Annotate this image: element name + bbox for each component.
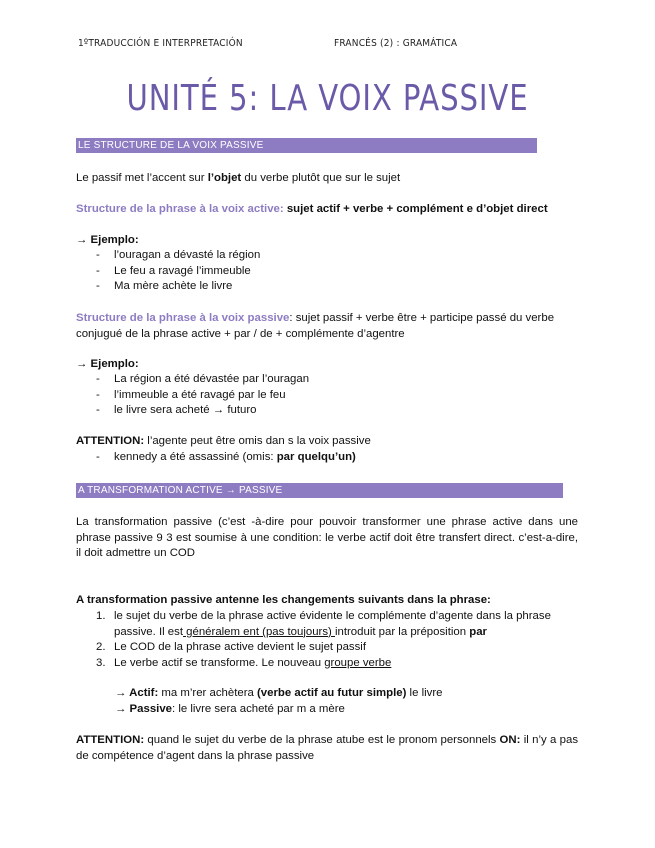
example-list-2	[96, 372, 309, 419]
list-item: - le livre sera acheté → futuro	[96, 404, 257, 416]
transformation-paragraph: La transformation passive (c’est -à-dire pour pouvoir transformer une phrase active dans une phrase passive 9 3 est soumise à une condition: le verbe actif doit être transfert direct. c’est-a-dire, il doit admettre un COD	[76, 516, 578, 559]
header-subject: FRANCÉS (2) : GRAMÁTICA	[334, 38, 458, 49]
list-item: 3. Le verbe actif se transforme. Le nouveau groupe verbe	[96, 656, 392, 669]
attention-note-2: ATTENTION: quand le sujet du verbe de la phrase atube est le pronom personnels ON: il n’y a pas de compétence d’agent dans la phrase passive	[76, 734, 579, 762]
list-item: - Le feu a ravagé l’immeuble	[96, 264, 251, 277]
list-item: - l’ouragan a dévasté la région	[96, 249, 261, 261]
list-item: 2. Le COD de la phrase active devient le sujet passif	[96, 641, 366, 653]
page-title: UNITÉ 5: LA VOIX PASSIVE	[126, 78, 529, 119]
attention-list-1	[96, 450, 356, 466]
example-label-1: → Ejemplo:	[76, 234, 139, 246]
section-heading-structure: LE STRUCTURE DE LA VOIX PASSIVE	[76, 138, 537, 153]
attention-note-1: ATTENTION: l’agente peut être omis dan s la voix passive	[76, 435, 371, 447]
passive-example: → Passive: le livre sera acheté par m a mère	[115, 703, 345, 715]
example-label-2: → Ejemplo:	[76, 358, 139, 370]
list-item: - l’immeuble a été ravagé par le feu	[96, 388, 286, 401]
intro-text: Le passif met l’accent sur l’objet du verbe plutôt que sur le sujet	[76, 172, 401, 184]
active-structure: Structure de la phrase à la voix active: sujet actif + verbe + complément e d’objet direct	[76, 203, 548, 215]
actif-example: → Actif: ma m’rer achètera (verbe actif au futur simple) le livre	[115, 687, 443, 699]
header-course: 1ºTRADUCCIÓN E INTERPRETACIÓN	[78, 38, 243, 49]
list-item: - kennedy a été assassiné (omis: par quelqu’un)	[96, 451, 356, 463]
passive-structure: Structure de la phrase à la voix passive: sujet passif + verbe être + participe passé du verbe conjugué de la phrase active + par / de + complémente d’agentre	[76, 312, 555, 340]
list-item: 1. le sujet du verbe de la phrase active évidente le complémente d’agente dans la phrase passive. Il est généralem ent (pas toujours) introduit par la préposition par	[96, 610, 551, 638]
list-item: - La région a été dévastée par l’ouragan	[96, 373, 310, 385]
section-heading-transformation: A TRANSFORMATION ACTIVE → PASSIVE	[76, 483, 563, 498]
changes-list	[96, 609, 578, 671]
list-item: - Ma mère achète le livre	[96, 280, 233, 292]
changes-heading: A transformation passive antenne les changements suivants dans la phrase:	[76, 594, 491, 606]
example-list-1	[96, 248, 260, 295]
